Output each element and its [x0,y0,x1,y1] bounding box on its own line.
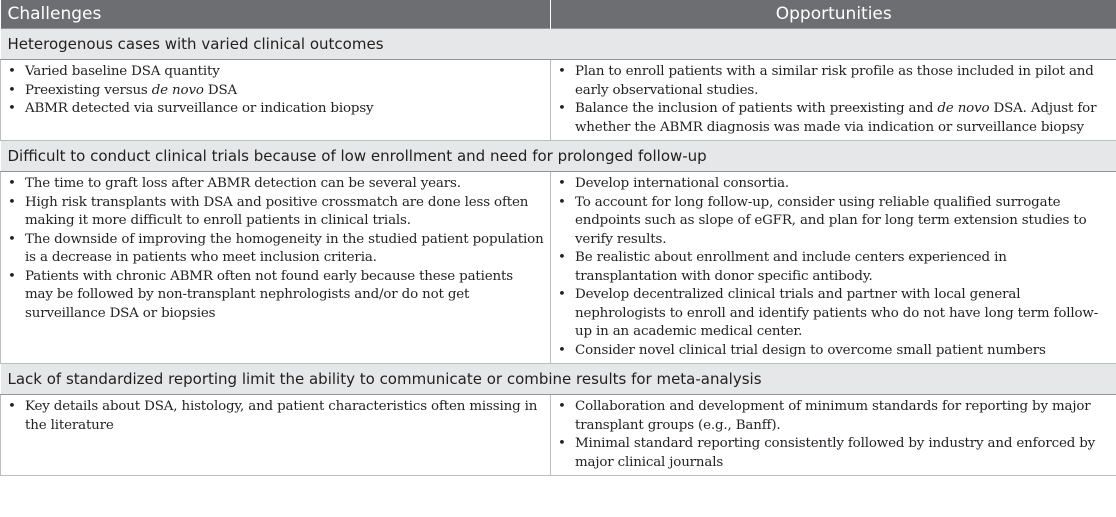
opportunities-list [557,63,1110,137]
opportunities-list [557,398,1110,472]
section-row [1,29,1116,60]
list-item: • Be realistic about enrollment and include centers experienced in transplantation with donor specific antibody. [557,249,1110,286]
list-item: • Collaboration and development of minimum standards for reporting by major transplant groups (e.g., Banff). [557,398,1110,435]
challenges-list [7,175,544,323]
opportunities-list [557,175,1110,360]
list-item: • Key details about DSA, histology, and patient characteristics often missing in the literature [7,398,544,435]
challenges-list [7,63,544,119]
section-title: Lack of standardized reporting limit the ability to communicate or combine results for meta-analysis [1,364,1116,395]
list-item: • The downside of improving the homogeneity in the studied patient population is a decrease in patients who meet inclusion criteria. [7,231,544,268]
section-title: Heterogenous cases with varied clinical outcomes [1,29,1116,60]
challenges-cell [1,395,551,476]
header-challenges: Challenges [1,0,551,29]
list-item: • Varied baseline DSA quantity [7,63,544,82]
list-item: • Consider novel clinical trial design to overcome small patient numbers [557,342,1110,361]
header-row [1,0,1116,29]
content-row [1,172,1116,364]
list-item: • ABMR detected via surveillance or indication biopsy [7,100,544,119]
list-item: • Minimal standard reporting consistently followed by industry and enforced by major clinical journals [557,435,1110,472]
section-row [1,141,1116,172]
italic-term: de novo [151,82,204,98]
section-title: Difficult to conduct clinical trials because of low enrollment and need for prolonged follow-up [1,141,1116,172]
content-row [1,60,1116,141]
header-opportunities: Opportunities [551,0,1116,29]
opportunities-cell [551,172,1116,364]
list-item: • Plan to enroll patients with a similar risk profile as those included in pilot and early observational studies. [557,63,1110,100]
challenges-list [7,398,544,435]
list-item: • High risk transplants with DSA and positive crossmatch are done less often making it more difficult to enroll patients in clinical trials. [7,194,544,231]
list-item: • Patients with chronic ABMR often not found early because these patients may be followed by non-transplant nephrologists and/or do not get surveillance DSA or biopsies [7,268,544,324]
challenges-cell [1,172,551,364]
list-item: • Develop decentralized clinical trials and partner with local general nephrologists to enroll and identify patients who do not have long term follow-up in an academic medical center. [557,286,1110,342]
italic-term: de novo [937,101,990,116]
content-row [1,395,1116,476]
list-item: • The time to graft loss after ABMR detection can be several years. [7,175,544,194]
opportunities-cell [551,395,1116,476]
section-row [1,364,1116,395]
list-item: • Balance the inclusion of patients with preexisting and de novo DSA. Adjust for whether the ABMR diagnosis was made via indication or surveillance biopsy [557,100,1110,137]
list-item: • Preexisting versus de novo DSA [7,82,544,101]
opportunities-cell [551,60,1116,141]
list-item: • To account for long follow-up, consider using reliable qualified surrogate endpoints such as slope of eGFR, and plan for long term extension studies to verify results. [557,194,1110,250]
list-item: • Develop international consortia. [557,175,1110,194]
challenges-cell [1,60,551,141]
